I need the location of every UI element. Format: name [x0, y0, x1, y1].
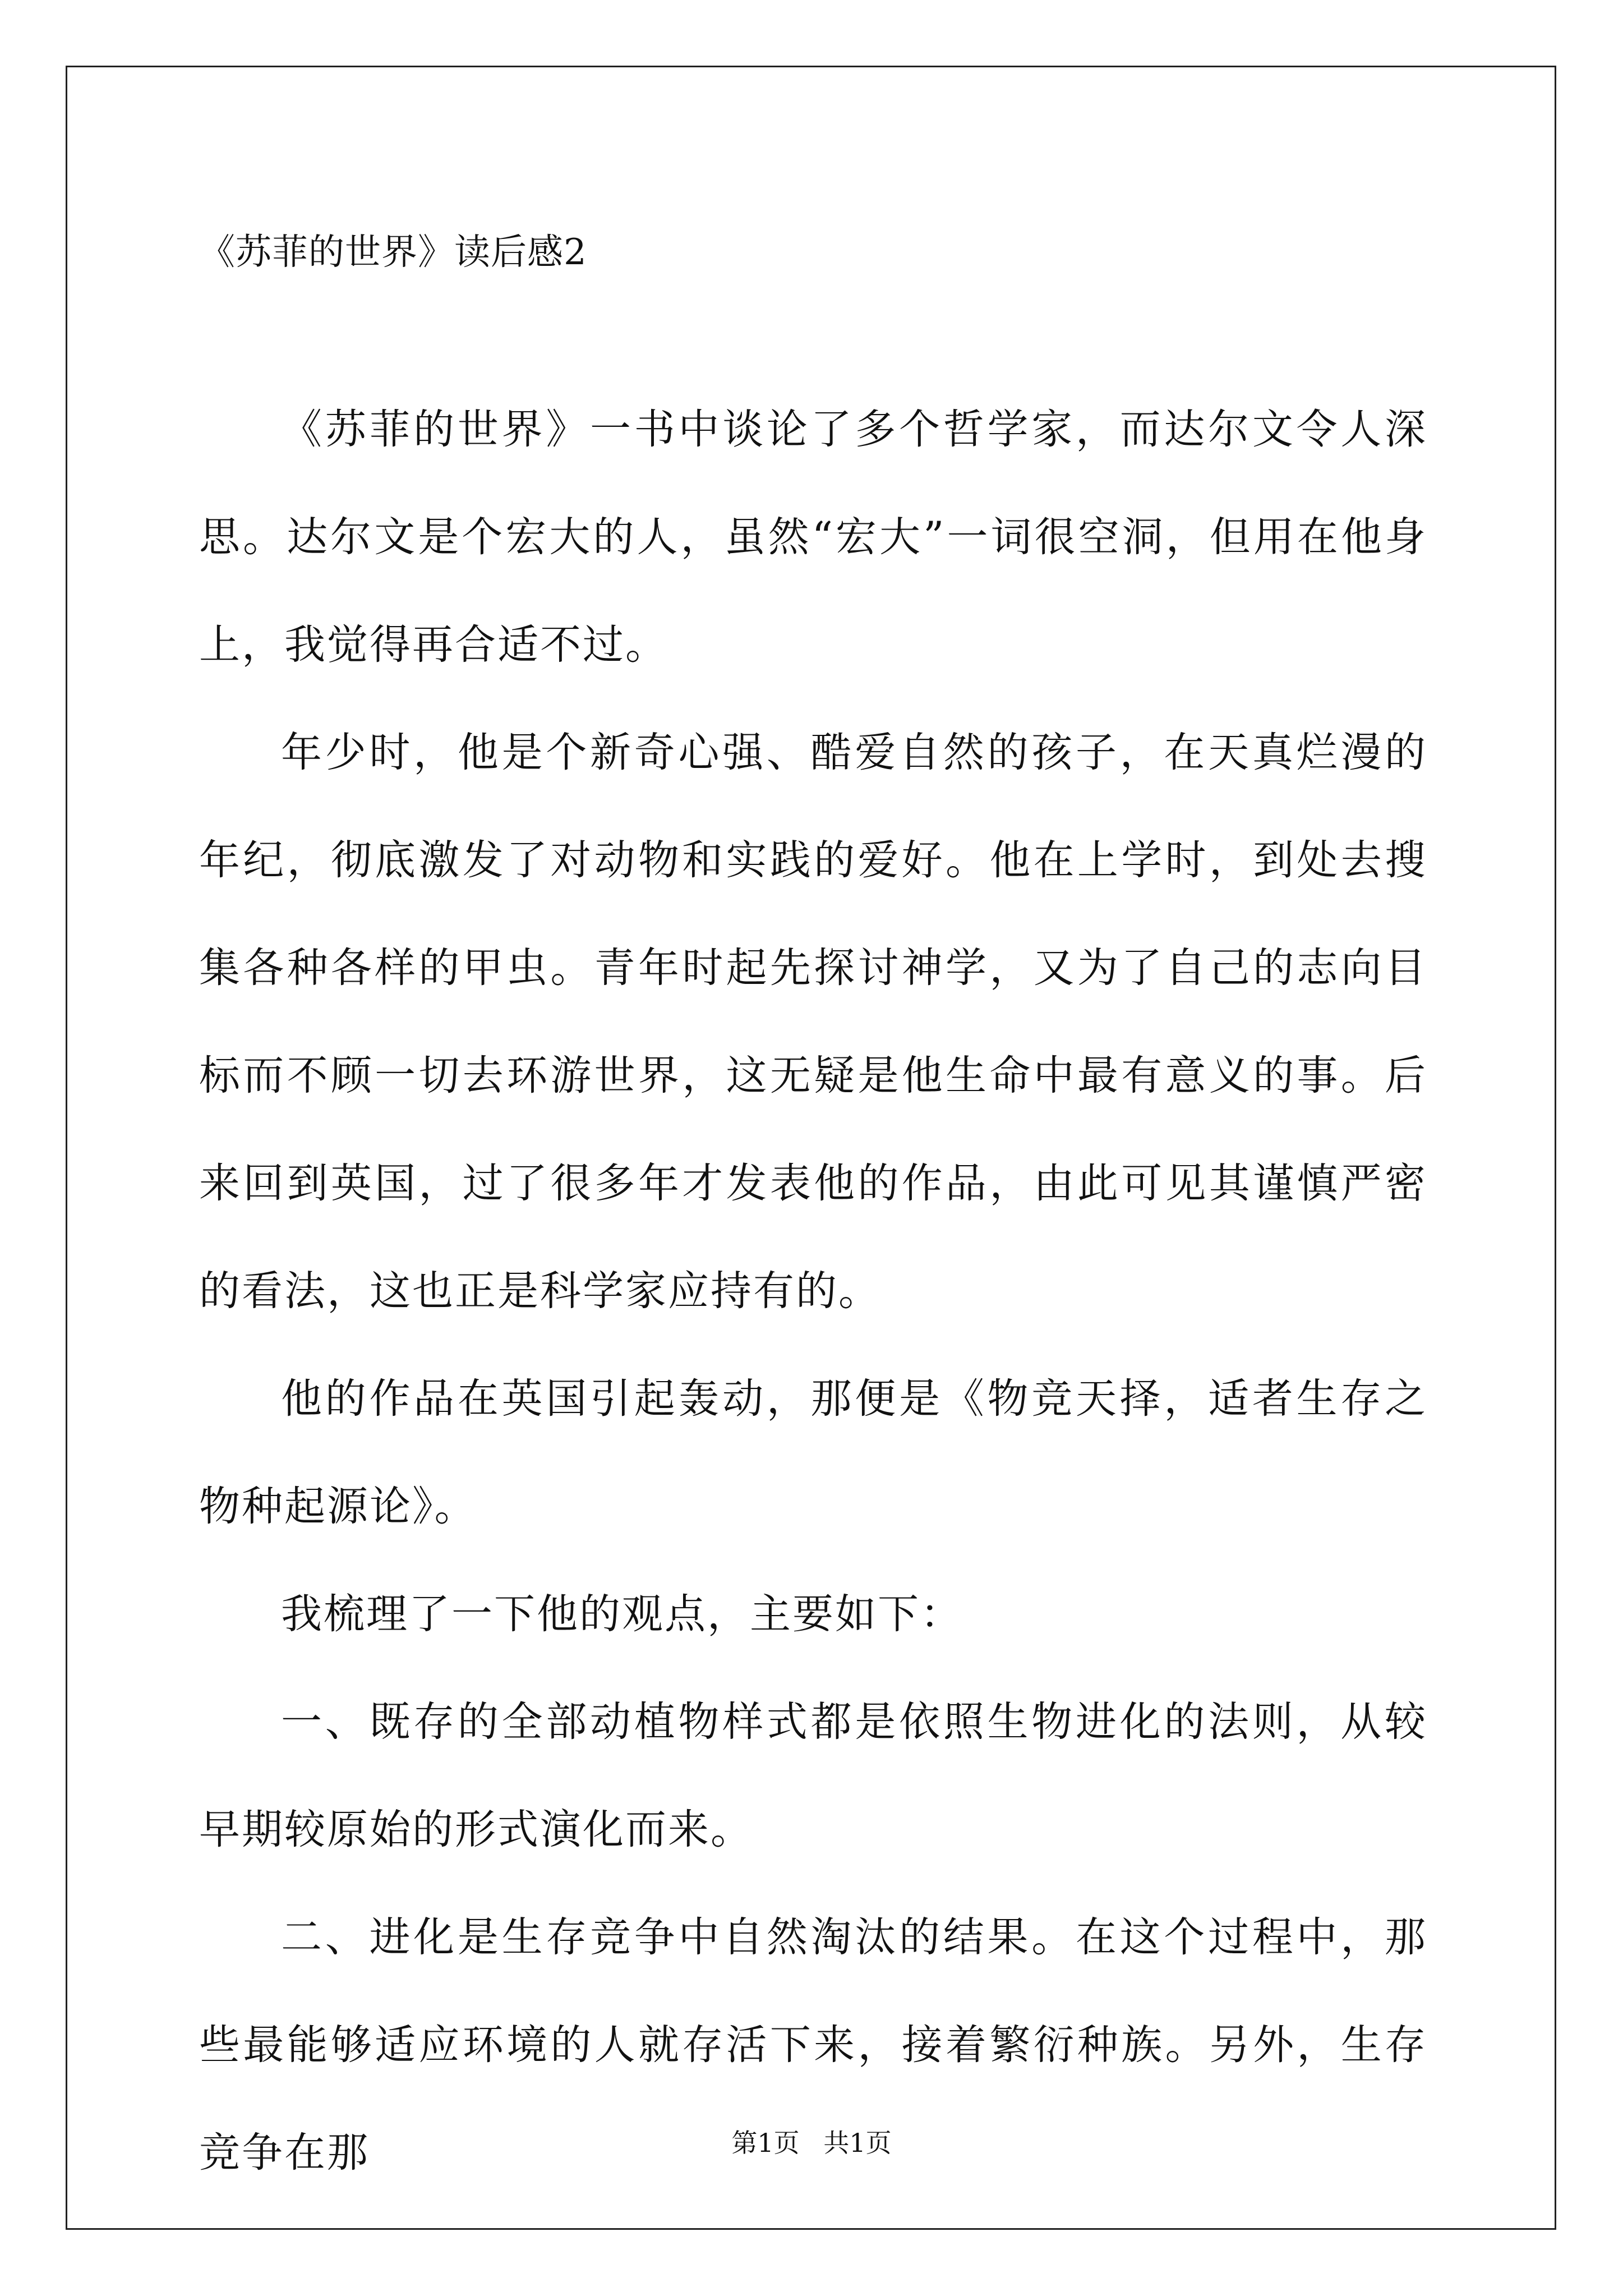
paragraph-5: 一、既存的全部动植物样式都是依照生物进化的法则，从较早期较原始的形式演化而来。: [199, 1698, 1427, 1853]
paragraph-3: 他的作品在英国引起轰动，那便是《物竞天择，适者生存之物种起源论》。: [199, 1375, 1427, 1530]
document-title: 《苏菲的世界》读后感2: [199, 232, 587, 273]
page-footer: [0, 2126, 1623, 2160]
page-number: 第1页: [731, 2128, 800, 2158]
paragraph-2: 年少时，他是个新奇心强、酷爱自然的孩子，在天真烂漫的年纪，彻底激发了对动物和实践的爱好。他在上学时，到处去搜集各种各样的甲虫。青年时起先探讨神学，又为了自己的志向目标而不顾一切去环游世界，这无疑是他生命中最有意义的事。后来回到英国，过了很多年才发表他的作品，由此可见其谨慎严密的看法，这也正是科学家应持有的。: [199, 729, 1427, 1315]
paragraph-1: 《苏菲的世界》一书中谈论了多个哲学家，而达尔文令人深思。达尔文是个宏大的人，虽然“宏大”一词很空洞，但用在他身上，我觉得再合适不过。: [199, 406, 1427, 669]
document-body: [199, 224, 1427, 2207]
page-total: 共1页: [823, 2128, 892, 2158]
paragraph-4: 我梳理了一下他的观点，主要如下：: [281, 1590, 963, 1638]
paragraph-6: 二、进化是生存竞争中自然淘汰的结果。在这个过程中，那些最能够适应环境的人就存活下来，接着繁衍种族。另外，生存竞争在那: [199, 1913, 1427, 2177]
